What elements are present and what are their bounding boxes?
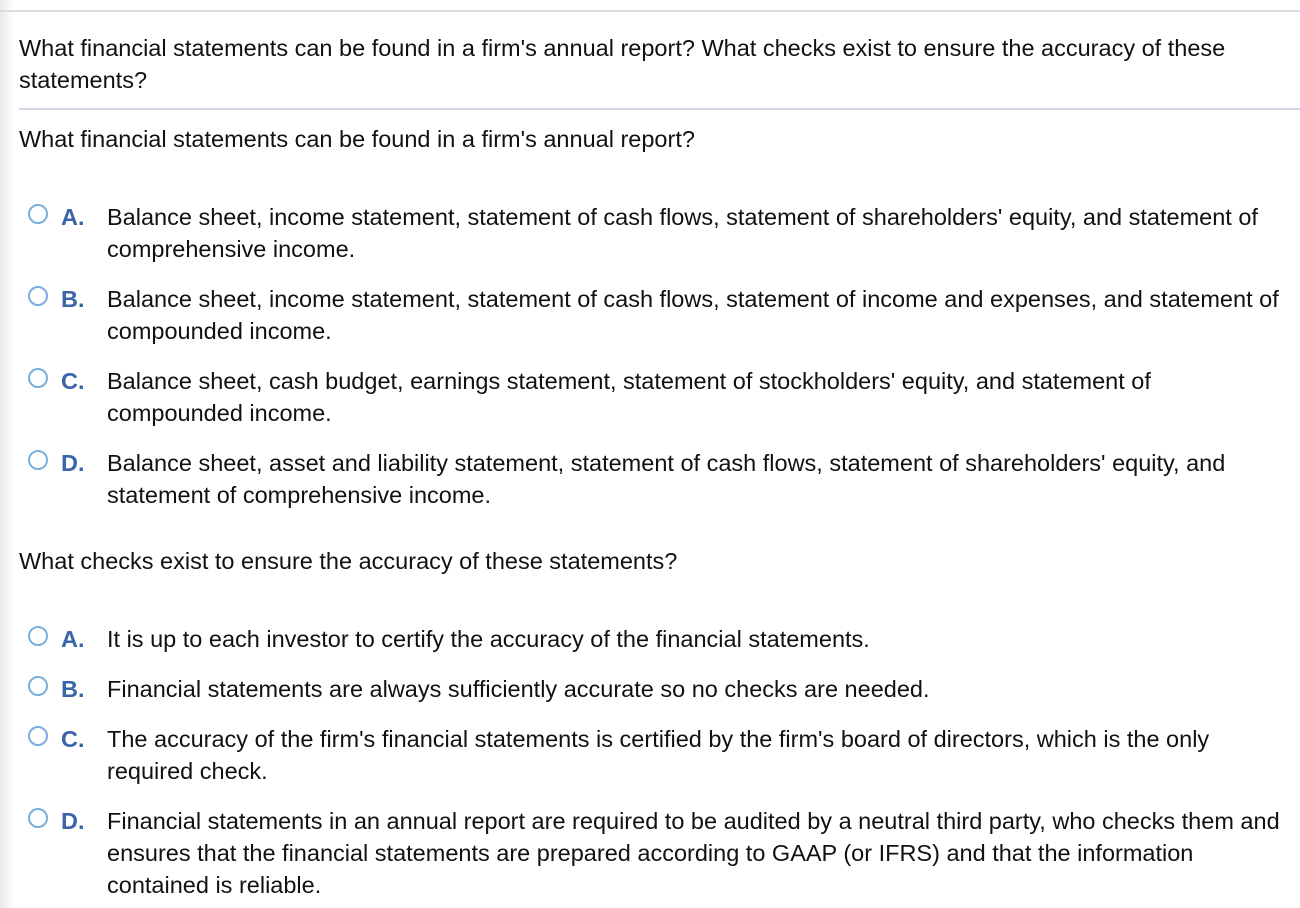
option-text: Financial statements are always sufficiently accurate so no checks are needed. (107, 676, 930, 702)
question-prompt: What financial statements can be found in a firm's annual report? What checks exist to ensure the accuracy of these statements? (19, 35, 1226, 93)
option-letter: B. (61, 286, 85, 312)
option-letter: C. (61, 726, 85, 752)
option-text: Balance sheet, income statement, statement of cash flows, statement of income and expenses, and statement of compounded income. (107, 286, 1279, 344)
part1-question: What financial statements can be found in a firm's annual report? (19, 126, 695, 152)
option-letter: A. (61, 626, 85, 652)
radio-button[interactable] (28, 450, 48, 470)
radio-button[interactable] (28, 368, 48, 388)
option-text: Balance sheet, income statement, statement of cash flows, statement of shareholders' equity, and statement of comprehensive income. (107, 204, 1258, 262)
option-letter: B. (61, 676, 85, 702)
left-edge-shade (0, 0, 14, 908)
option-letter: D. (61, 808, 85, 834)
radio-button[interactable] (28, 626, 48, 646)
option-text: The accuracy of the firm's financial statements is certified by the firm's board of directors, which is the only required check. (107, 726, 1210, 784)
radio-button[interactable] (28, 286, 48, 306)
option-letter: C. (61, 368, 85, 394)
option-text: Balance sheet, cash budget, earnings statement, statement of stockholders' equity, and statement of compounded income. (107, 368, 1151, 426)
part2-question: What checks exist to ensure the accuracy of these statements? (19, 548, 678, 574)
top-divider (0, 10, 1300, 12)
option-letter: D. (61, 450, 85, 476)
option-text: Financial statements in an annual report are required to be audited by a neutral third party, who checks them and ensures that the financial statements are prepared according to GAAP (or IFRS) and that the information contained is reliable. (107, 808, 1280, 898)
option-text: It is up to each investor to certify the accuracy of the financial statements. (107, 626, 870, 652)
radio-button[interactable] (28, 726, 48, 746)
radio-button[interactable] (28, 808, 48, 828)
radio-button[interactable] (28, 204, 48, 224)
option-text: Balance sheet, asset and liability statement, statement of cash flows, statement of shareholders' equity, and statement of comprehensive income. (107, 450, 1226, 508)
radio-button[interactable] (28, 676, 48, 696)
prompt-divider (19, 108, 1300, 110)
option-letter: A. (61, 204, 85, 230)
